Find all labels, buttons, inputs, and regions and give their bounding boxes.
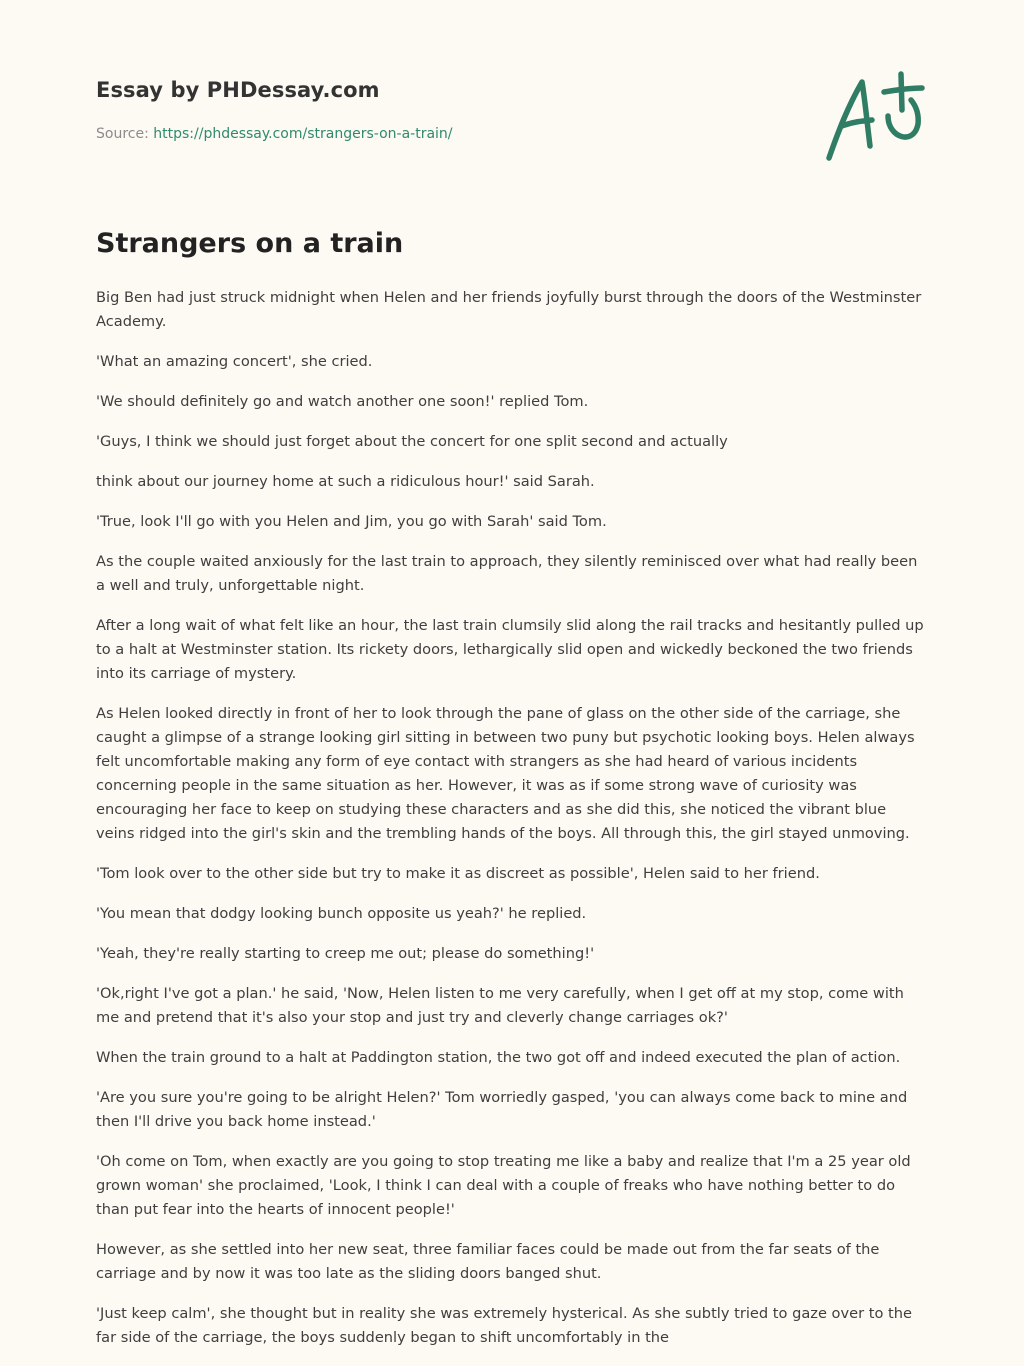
paragraph: When the train ground to a halt at Paddington station, the two got off and indeed executed the plan of action. [96, 1049, 901, 1066]
paragraph: 'Guys, I think we should just forget about the concert for one split second and actually [96, 433, 728, 450]
paragraph: Big Ben had just struck midnight when Helen and her friends joyfully burst through the doors of the Westminster Academy. [96, 289, 922, 330]
site-title: Essay by PHDessay.com [96, 78, 380, 102]
paragraph: 'Oh come on Tom, when exactly are you going to stop treating me like a baby and realize that I'm a 25 year old grown woman' she proclaimed, 'Look, I think I can deal with a couple of freaks who have nothing better to do than put fear into the hearts of innocent people!' [96, 1153, 911, 1218]
paragraph: 'Yeah, they're really starting to creep me out; please do something!' [96, 945, 595, 962]
source-label: Source: [96, 126, 154, 142]
paragraph: As Helen looked directly in front of her to look through the pane of glass on the other side of the carriage, she caught a glimpse of a strange looking girl sitting in between two puny but psychotic looking boys. Helen always felt uncomfortable making any form of eye contact with strangers as she had heard of various incidents concerning people in the same situation as her. However, it was as if some strong wave of curiosity was encouraging her face to keep on studying these characters and as she did this, she noticed the vibrant blue veins ridged into the girl's skin and the trembling hands of the boys. All through this, the girl stayed unmoving. [96, 705, 915, 842]
paragraph: 'Ok,right I've got a plan.' he said, 'Now, Helen listen to me very carefully, when I get off at my stop, come with me and pretend that it's also your stop and just try and cleverly change carriages ok?' [96, 985, 904, 1026]
paragraph: 'What an amazing concert', she cried. [96, 353, 373, 370]
page-header [96, 74, 796, 144]
paragraph: think about our journey home at such a ridiculous hour!' said Sarah. [96, 473, 595, 490]
source-link[interactable]: https://phdessay.com/strangers-on-a-train/ [153, 126, 453, 142]
paragraph: 'We should definitely go and watch another one soon!' replied Tom. [96, 393, 589, 410]
article-body [96, 286, 928, 1350]
paragraph: 'You mean that dodgy looking bunch opposite us yeah?' he replied. [96, 905, 587, 922]
article [96, 224, 928, 1366]
paragraph: However, as she settled into her new seat, three familiar faces could be made out from the far seats of the carriage and by now it was too late as the sliding doors banged shut. [96, 1241, 880, 1282]
paragraph: After a long wait of what felt like an hour, the last train clumsily slid along the rail tracks and hesitantly pulled up to a halt at Westminster station. Its rickety doors, lethargically slid open and wickedly beckoned the two friends into its carriage of mystery. [96, 617, 924, 682]
paragraph: 'Tom look over to the other side but try to make it as discreet as possible', Helen said to her friend. [96, 865, 820, 882]
paragraph: As the couple waited anxiously for the last train to approach, they silently reminisced over what had really been a well and truly, unforgettable night. [96, 553, 918, 594]
article-title: Strangers on a train [96, 228, 404, 259]
source-line [96, 124, 796, 144]
paragraph: 'Are you sure you're going to be alright Helen?' Tom worriedly gasped, 'you can always come back to mine and then I'll drive you back home instead.' [96, 1089, 908, 1130]
paragraph: 'True, look I'll go with you Helen and Jim, you go with Sarah' said Tom. [96, 513, 607, 530]
a-plus-logo-icon [818, 66, 930, 166]
paragraph: 'Just keep calm', she thought but in reality she was extremely hysterical. As she subtly tried to gaze over to the far side of the carriage, the boys suddenly began to shift uncomfortably in the [96, 1305, 912, 1346]
